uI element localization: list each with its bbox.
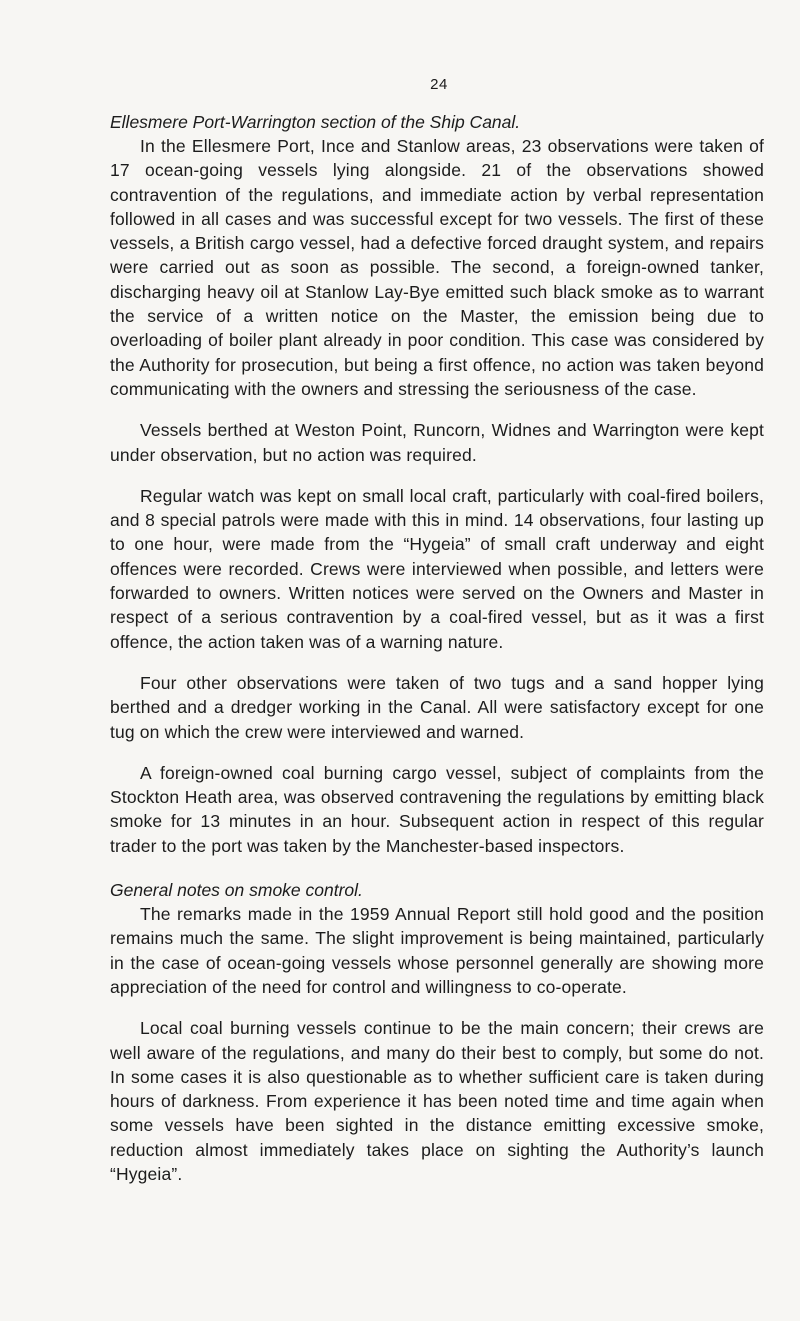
paragraph-local-craft-watch: Regular watch was kept on small local craft, particularly with coal-fired boilers, and 8 special patrols were made with this in mind. 14 observations, four lasting up to one hour, were made from the “Hygeia” of small craft underway and eight offences were recorded. Crews were interviewed when possible, and letters were forwarded to owners. Written notices were served on the Owners and Master in respect of a serious contravention by a coal-fired vessel, but as it was a first offence, the action taken was of a warning nature.: [110, 485, 764, 652]
paragraph-local-coal-vessels: Local coal burning vessels continue to be the main concern; their crews are well aware of the regulations, and many do their best to comply, but some do not. In some cases it is also questionable as to whether sufficient care is taken during hours of darkness. From experience it has been noted time and time again when some vessels have been sighted in the distance emitting excessive smoke, reduction almost immediately takes place on sighting the Authority’s launch “Hygeia”.: [110, 1018, 764, 1184]
paragraph-annual-report-remarks: The remarks made in the 1959 Annual Report still hold good and the position remains much the same. The slight improvement is being maintained, particularly in the case of ocean-going vessels whose personnel generally are showing more appreciation of the need for control and willingness to co-operate.: [110, 904, 764, 997]
paragraph-ellesmere-observations: In the Ellesmere Port, Ince and Stanlow areas, 23 observations were taken of 17 ocean-going vessels lying alongside. 21 of the observations showed contravention of the regulations, and immediate action by verbal representation followed in all cases and was successful except for two vessels. The first of these vessels, a British cargo vessel, had a defective forced draught system, and repairs were carried out as soon as possible. The second, a foreign-owned tanker, discharging heavy oil at Stanlow Lay-Bye emitted such black smoke as to warrant the service of a written notice on the Master, the emission being due to overloading of boiler plant already in poor condition. This case was considered by the Authority for prosecution, but being a first offence, no action was taken beyond communicating with the owners and stressing the seriousness of the case.: [110, 136, 764, 399]
paragraph-foreign-cargo-vessel: A foreign-owned coal burning cargo vessel, subject of complaints from the Stockton Heath area, was observed contravening the regulations by emitting black smoke for 13 minutes in an hour. Subsequent action in respect of this regular trader to the port was taken by the Manchester-based inspectors.: [110, 762, 764, 856]
section-heading-smoke-control: General notes on smoke control.: [110, 880, 363, 901]
page-number: 24: [430, 76, 448, 93]
paragraph-vessels-berthed: Vessels berthed at Weston Point, Runcorn, Widnes and Warrington were kept under observation, but no action was required.: [110, 420, 764, 465]
paragraph-tugs-hopper: Four other observations were taken of two tugs and a sand hopper lying berthed and a dredger working in the Canal. All were satisfactory except for one tug on which the crew were interviewed and warned.: [110, 672, 764, 742]
document-page: [110, 76, 764, 1186]
section-heading-ship-canal: Ellesmere Port-Warrington section of the Ship Canal.: [110, 112, 521, 132]
